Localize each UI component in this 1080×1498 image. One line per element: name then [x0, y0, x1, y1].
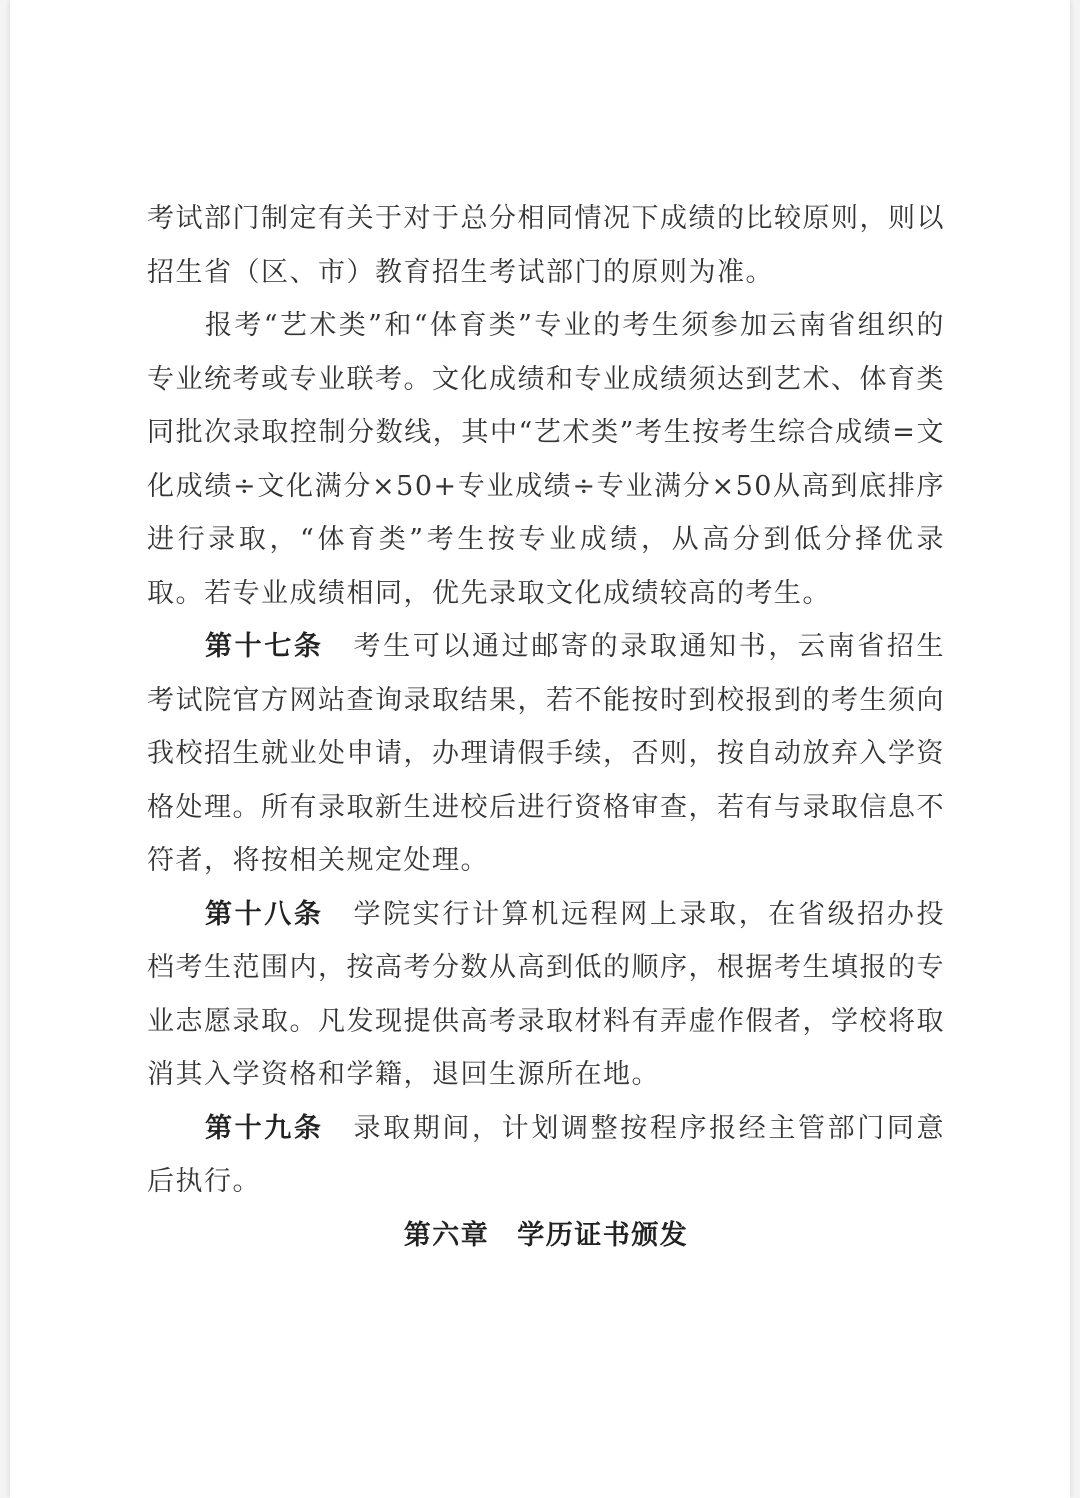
- article-19-text: 录取期间，计划调整按程序报经主管部门同意后执行。: [147, 1112, 946, 1197]
- article-17-title: 第十七条: [205, 631, 324, 662]
- article-18: [147, 888, 945, 1102]
- article-18-title: 第十八条: [205, 898, 324, 930]
- paragraph-continuation: 考试部门制定有关于对于总分相同情况下成绩的比较原则，则以招生省（区、市）教育招生考试部门的原则为准。: [147, 203, 945, 288]
- article-18-text: 学院实行计算机远程网上录取，在省级招办投档考生范围内，按高考分数从高到低的顺序，根据考生填报的专业志愿录取。凡发现提供高考录取材料有弄虚作假者，学校将取消其入学资格和学籍，退回生源所在地。: [147, 898, 946, 1090]
- article-19: [147, 1102, 945, 1209]
- article-17: [147, 620, 945, 888]
- article-17-text: 考生可以通过邮寄的录取通知书，云南省招生考试院官方网站查询录取结果，若不能按时到校报到的考生须向我校招生就业处申请，办理请假手续，否则，按自动放弃入学资格处理。所有录取新生进校后进行资格审查，若有与录取信息不符者，将按相关规定处理。: [147, 631, 946, 876]
- paragraph-art-sports: 报考“艺术类”和“体育类”专业的考生须参加云南省组织的专业统考或专业联考。文化成绩和专业成绩须达到艺术、体育类同批次录取控制分数线，其中“艺术类”考生按考生综合成绩=文化成绩÷文化满分×50+专业成绩÷专业满分×50从高到底排序进行录取，“体育类”考生按专业成绩，从高分到低分择优录取。若专业成绩相同，优先录取文化成绩较高的考生。: [147, 310, 945, 609]
- document-page: [10, 0, 1070, 1498]
- article-19-title: 第十九条: [205, 1112, 324, 1144]
- document-body: [147, 192, 945, 1262]
- chapter-title: 学历证书颁发: [517, 1219, 689, 1251]
- chapter-heading: [147, 1209, 945, 1263]
- chapter-number: 第六章: [403, 1219, 490, 1251]
